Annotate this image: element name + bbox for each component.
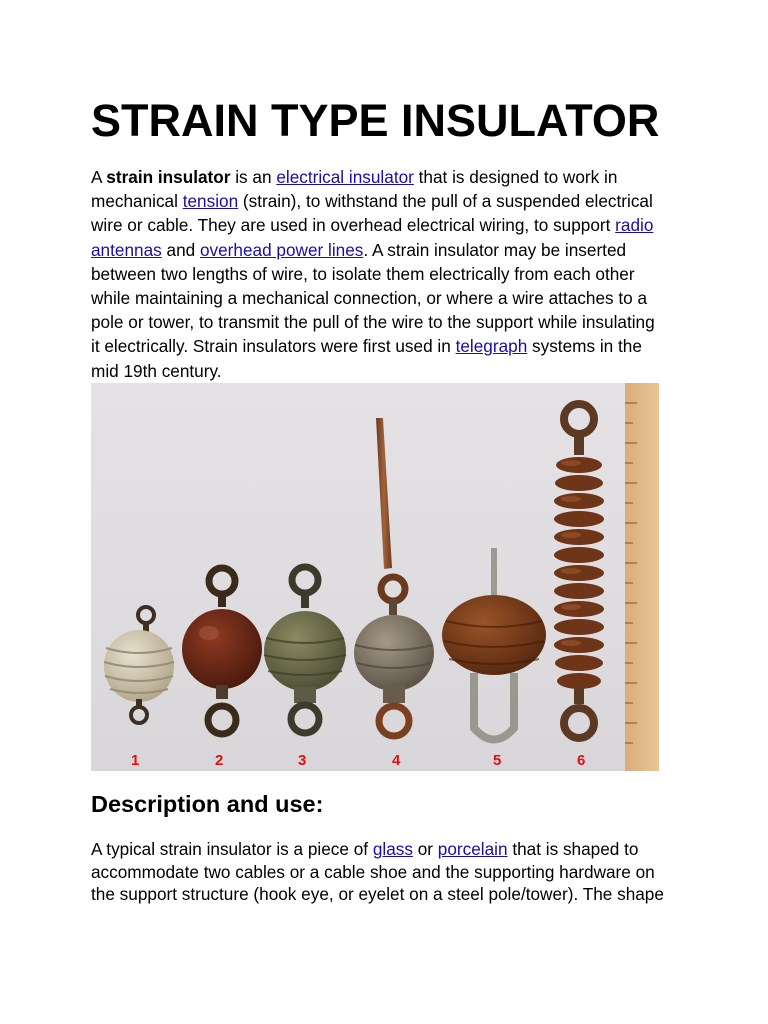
- text: A: [91, 167, 107, 187]
- text: is an: [230, 167, 277, 187]
- link-electrical-insulator[interactable]: electrical insulator: [276, 167, 414, 187]
- link-glass[interactable]: glass: [372, 839, 413, 859]
- photo-label-3: 3: [298, 752, 307, 769]
- insulator-4: [354, 418, 434, 736]
- text: mechanical: [91, 191, 183, 212]
- description-line: [91, 838, 691, 861]
- insulators-photo: [91, 383, 659, 771]
- description-line: accommodate two cables or a cable shoe and the supporting hardware on: [91, 861, 655, 882]
- description-line: the support structure (hook eye, or eyelet on a steel pole/tower). The shape: [91, 884, 664, 904]
- photo-label-6: 6: [577, 752, 586, 769]
- intro-paragraph: [91, 165, 691, 383]
- text: that is designed to work in: [413, 167, 618, 187]
- link-antennas[interactable]: antennas: [91, 239, 162, 260]
- intro-line: [91, 189, 691, 213]
- intro-line: [91, 334, 691, 358]
- text: it electrically. Strain insulators were first used in: [91, 336, 456, 357]
- text: . A strain insulator may be inserted: [363, 239, 627, 260]
- insulator-3: [264, 567, 346, 733]
- photo-label-5: 5: [493, 752, 502, 769]
- description-paragraph: [91, 838, 691, 906]
- intro-line: pole or tower, to transmit the pull of the wire to the support while insulating: [91, 312, 655, 333]
- ruler: [625, 383, 659, 771]
- insulator-2: [182, 568, 262, 734]
- intro-line: mid 19th century.: [91, 360, 222, 381]
- text: or: [412, 839, 438, 859]
- page-title: STRAIN TYPE INSULATOR: [91, 95, 660, 146]
- insulator-5: [442, 548, 546, 740]
- text: (strain), to withstand the pull of a suspended electrical: [238, 191, 653, 212]
- intro-line: [91, 213, 691, 237]
- link-radio[interactable]: radio: [615, 215, 654, 236]
- intro-line: [91, 238, 691, 262]
- text: wire or cable. They are used in overhead electrical wiring, to support: [91, 215, 616, 236]
- text: and: [161, 239, 200, 260]
- text: that is shaped to: [507, 839, 639, 859]
- insulator-6: [554, 404, 604, 738]
- photo-label-4: 4: [392, 752, 401, 769]
- link-overhead-power-lines[interactable]: overhead power lines: [199, 239, 364, 260]
- bold-term: strain insulator: [106, 167, 231, 187]
- intro-line: while maintaining a mechanical connection, or where a wire attaches to a: [91, 288, 648, 309]
- intro-line: between two lengths of wire, to isolate them electrically from each other: [91, 263, 635, 284]
- text: A typical strain insulator is a piece of: [91, 839, 373, 859]
- insulators-illustration: [91, 383, 659, 771]
- link-tension[interactable]: tension: [182, 191, 239, 212]
- link-telegraph[interactable]: telegraph: [455, 336, 528, 357]
- intro-line: [91, 165, 691, 189]
- photo-label-1: 1: [131, 752, 140, 769]
- insulator-1: [104, 607, 174, 723]
- link-porcelain[interactable]: porcelain: [437, 839, 508, 859]
- section-heading: Description and use:: [91, 791, 324, 817]
- text: systems in the: [527, 336, 642, 357]
- photo-label-2: 2: [215, 752, 224, 769]
